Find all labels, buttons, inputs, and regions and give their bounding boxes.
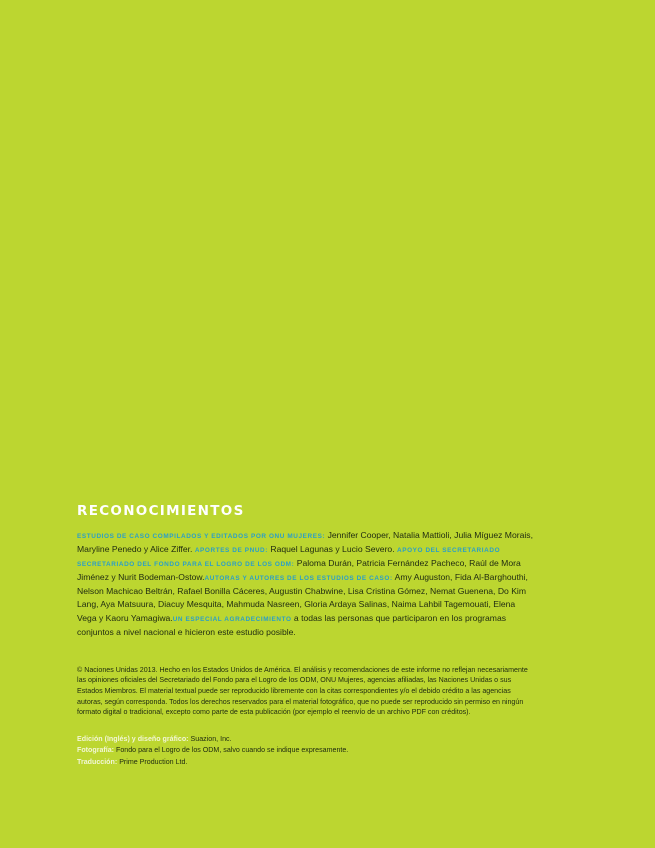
label-pnud: APORTES DE PNUD: (194, 547, 268, 555)
copyright-notice: © Naciones Unidas 2013. Hecho en los Estados Unidos de América. El análisis y recomendaciones de este informe no reflejan necesariamente las opiniones oficiales del Secretariado del Fondo para el Logro de los ODM, ONU Mujeres, agencias afiliadas, las Naciones Unidas o sus Estados Miembros. El material textual puede ser reproducido libremente con la citas correspondientes y/o el debido crédito a las agencias autoras, según corresponda. Todos los derechos reservados para el material fotográfico, que no puede ser reproducido sin permiso en ningún formato digital o tradicional, excepto como parte de esta publicación (por ejemplo el reenvío de un archivo PDF con créditos). (77, 665, 528, 717)
credit-translation (77, 757, 533, 769)
credit-translation-label: Traducción: (77, 757, 118, 766)
acknowledgements-section (77, 503, 533, 769)
credit-photo (77, 745, 533, 757)
credit-edition (77, 734, 533, 746)
acknowledgements-paragraph (77, 529, 533, 639)
credit-edition-label: Edición (Inglés) y diseño gráfico: (77, 734, 189, 743)
credits-block (77, 734, 533, 769)
section-heading: RECONOCIMIENTOS (77, 503, 245, 519)
label-secretariat: APOYO DEL SECRETARIADO SECRETARIADO DEL FONDO PARA EL LOGRO DE LOS ODM: (77, 547, 501, 569)
credit-photo-label: Fotografía: (77, 746, 115, 755)
credit-photo-value: Fondo para el Logro de los ODM, salvo cuando se indique expresamente. (114, 746, 349, 755)
credit-edition-value: Suazion, Inc. (188, 734, 232, 743)
text-authors: Amy Auguston, Fida Al-Barghouthi, Nelson Machicao Beltrán, Rafael Bonilla Cáceres, Augustin Chabwine, Lisa Cristina Gómez, Nemat Guenena, Do Kim Lang, Aya Matsuura, Diacuy Mesquita, Mahmuda Nasreen, Gloria Ardaya Salinas, Naima Lahbil Tagemouati, Elena Vega y Kaoru Yamagiwa. (77, 572, 528, 623)
credit-translation-value: Prime Production Ltd. (117, 757, 188, 766)
text-thanks: a todas las personas que participaron en los programas conjuntos a nivel nacional e hicieron este estudio posible. (77, 612, 507, 637)
text-secretariat: Paloma Durán, Patricia Fernández Pacheco, Raúl de Mora Jiménez y Nurit Bodeman-Ostow. (77, 558, 521, 583)
text-pnud: Raquel Lagunas y Lucio Severo. (268, 544, 397, 555)
label-thanks: UN ESPECIAL AGRADECIMIENTO (172, 615, 292, 623)
text-studies: Jennifer Cooper, Natalia Mattioli, Julia Míguez Morais, Maryline Penedo y Alice Ziffer. (77, 530, 533, 555)
label-studies: ESTUDIOS DE CASO COMPILADOS Y EDITADOS POR ONU MUJERES: (77, 533, 326, 540)
label-authors: AUTORAS Y AUTORES DE LOS ESTUDIOS DE CASO: (204, 575, 393, 583)
